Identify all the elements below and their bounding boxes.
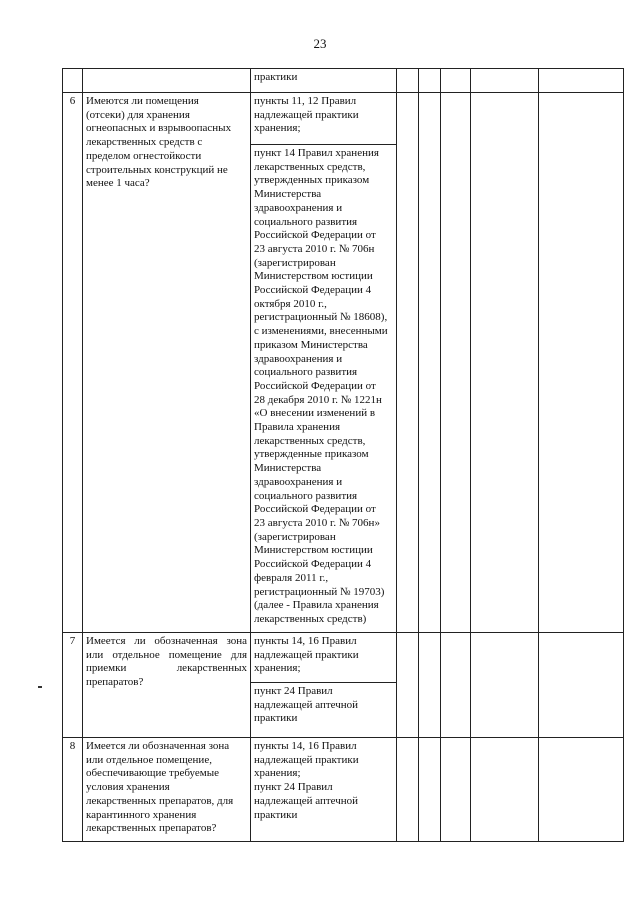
reference-line: утвержденных приказом	[254, 174, 370, 187]
table-row	[63, 93, 624, 145]
answer-cell	[441, 738, 471, 842]
comment-cell	[539, 738, 624, 842]
reference-line: здравоохранения и	[254, 201, 343, 214]
question-cell	[83, 93, 251, 633]
reference-line: практики	[254, 71, 298, 83]
reference-cell	[251, 145, 397, 633]
question-cell	[83, 738, 251, 842]
reference-line: хранения;	[254, 767, 301, 780]
reference-line: пункт 14 Правил хранения	[254, 147, 379, 159]
reference-line: приказом Министерства	[254, 338, 368, 351]
table-row	[63, 633, 624, 683]
comment-cell	[539, 633, 624, 738]
reference-line: социального развития	[254, 215, 358, 228]
reference-line: надлежащей аптечной	[254, 698, 359, 711]
margin-mark	[38, 686, 42, 688]
question-line: огнеопасных и взрывоопасных	[86, 122, 232, 135]
reference-line: лекарственных средств,	[254, 434, 366, 447]
row-number: 7	[63, 633, 83, 738]
question-cell: Имеется ли обозначенная зона или отдельное помещение для приемки лекарственных препаратов?	[83, 633, 251, 738]
table-row	[63, 69, 624, 93]
reference-line: здравоохранения и	[254, 352, 343, 365]
reference-line: пункты 14, 16 Правил	[254, 635, 357, 647]
reference-line: лекарственных средств)	[254, 612, 367, 625]
reference-line: пункт 24 Правил	[254, 781, 333, 794]
question-line: менее 1 часа?	[86, 177, 150, 190]
reference-line: социального развития	[254, 489, 358, 502]
comment-cell	[539, 93, 624, 633]
reference-cell	[251, 633, 397, 683]
reference-line: (зарегистрирован	[254, 530, 336, 543]
checklist-table	[62, 68, 624, 842]
reference-line: Российской Федерации от	[254, 379, 376, 392]
comment-cell	[539, 69, 624, 93]
answer-cell	[441, 633, 471, 738]
answer-cell	[419, 69, 441, 93]
reference-cell	[251, 93, 397, 145]
reference-line: Министерством юстиции	[254, 270, 373, 283]
question-line: условия хранения	[86, 781, 170, 794]
reference-line: надлежащей практики	[254, 648, 359, 661]
answer-cell	[441, 69, 471, 93]
reference-line: Правила хранения	[254, 421, 341, 434]
reference-line: практики	[254, 808, 298, 821]
reference-line: Российской Федерации от	[254, 503, 376, 516]
row-number: 6	[63, 93, 83, 633]
answer-cell	[419, 633, 441, 738]
reference-cell	[251, 69, 397, 93]
reference-line: утвержденные приказом	[254, 448, 369, 461]
reference-line: пункты 14, 16 Правил	[254, 740, 357, 752]
reference-line: хранения;	[254, 662, 301, 675]
row-number	[63, 69, 83, 93]
answer-cell	[397, 738, 419, 842]
answer-cell	[419, 738, 441, 842]
answer-cell	[397, 633, 419, 738]
reference-line: социального развития	[254, 366, 358, 379]
question-line: карантинного хранения	[86, 808, 197, 821]
answer-cell	[441, 93, 471, 633]
reference-line: надлежащей аптечной	[254, 794, 359, 807]
question-line: Имеется ли обозначенная зона	[86, 740, 230, 752]
reference-line: Министерством юстиции	[254, 544, 373, 557]
answer-cell	[397, 69, 419, 93]
answer-cell	[471, 69, 539, 93]
answer-cell	[471, 633, 539, 738]
reference-line: надлежащей практики	[254, 753, 359, 766]
question-line: строительных конструкций не	[86, 163, 228, 176]
reference-line: 23 августа 2010 г. № 706н»	[254, 516, 380, 529]
reference-line: 23 августа 2010 г. № 706н	[254, 242, 375, 255]
reference-line: Министерства	[254, 462, 322, 475]
reference-line: Министерства	[254, 188, 322, 201]
row-number: 8	[63, 738, 83, 842]
question-line: лекарственных препаратов, для	[86, 794, 234, 807]
reference-line: с изменениями, внесенными	[254, 325, 388, 338]
reference-line: Российской Федерации 4	[254, 284, 372, 297]
question-line: лекарственных средств с	[86, 136, 203, 149]
answer-cell	[471, 738, 539, 842]
reference-line: хранения;	[254, 122, 301, 135]
reference-line: лекарственных средств,	[254, 160, 366, 173]
reference-cell	[251, 683, 397, 738]
reference-line: «О внесении изменений в	[254, 407, 376, 420]
answer-cell	[397, 93, 419, 633]
reference-line: (далее - Правила хранения	[254, 599, 379, 612]
reference-line: надлежащей практики	[254, 108, 359, 121]
reference-line: Российской Федерации от	[254, 229, 376, 242]
answer-cell	[471, 93, 539, 633]
reference-line: Российской Федерации 4	[254, 558, 372, 571]
reference-line: регистрационный № 19703)	[254, 585, 385, 598]
question-line: лекарственных препаратов?	[86, 822, 217, 835]
reference-line: здравоохранения и	[254, 475, 343, 488]
question-line: или отдельное помещение,	[86, 753, 212, 766]
reference-line: 28 декабря 2010 г. № 1221н	[254, 393, 382, 406]
question-cell	[83, 69, 251, 93]
reference-line: практики	[254, 712, 298, 725]
page-number: 23	[313, 36, 327, 51]
reference-line: (зарегистрирован	[254, 256, 336, 269]
reference-cell	[251, 738, 397, 842]
question-line: обеспечивающие требуемые	[86, 767, 220, 780]
question-line: пределом огнестойкости	[86, 149, 202, 162]
reference-line: пункт 24 Правил	[254, 685, 333, 697]
reference-line: февраля 2011 г.,	[254, 571, 329, 584]
reference-line: регистрационный № 18608),	[254, 311, 388, 324]
answer-cell	[419, 93, 441, 633]
table-row	[63, 738, 624, 842]
reference-line: пункты 11, 12 Правил	[254, 95, 357, 107]
question-line: (отсеки) для хранения	[86, 108, 190, 121]
reference-line: октября 2010 г.,	[254, 297, 327, 310]
question-line: Имеются ли помещения	[86, 95, 199, 107]
